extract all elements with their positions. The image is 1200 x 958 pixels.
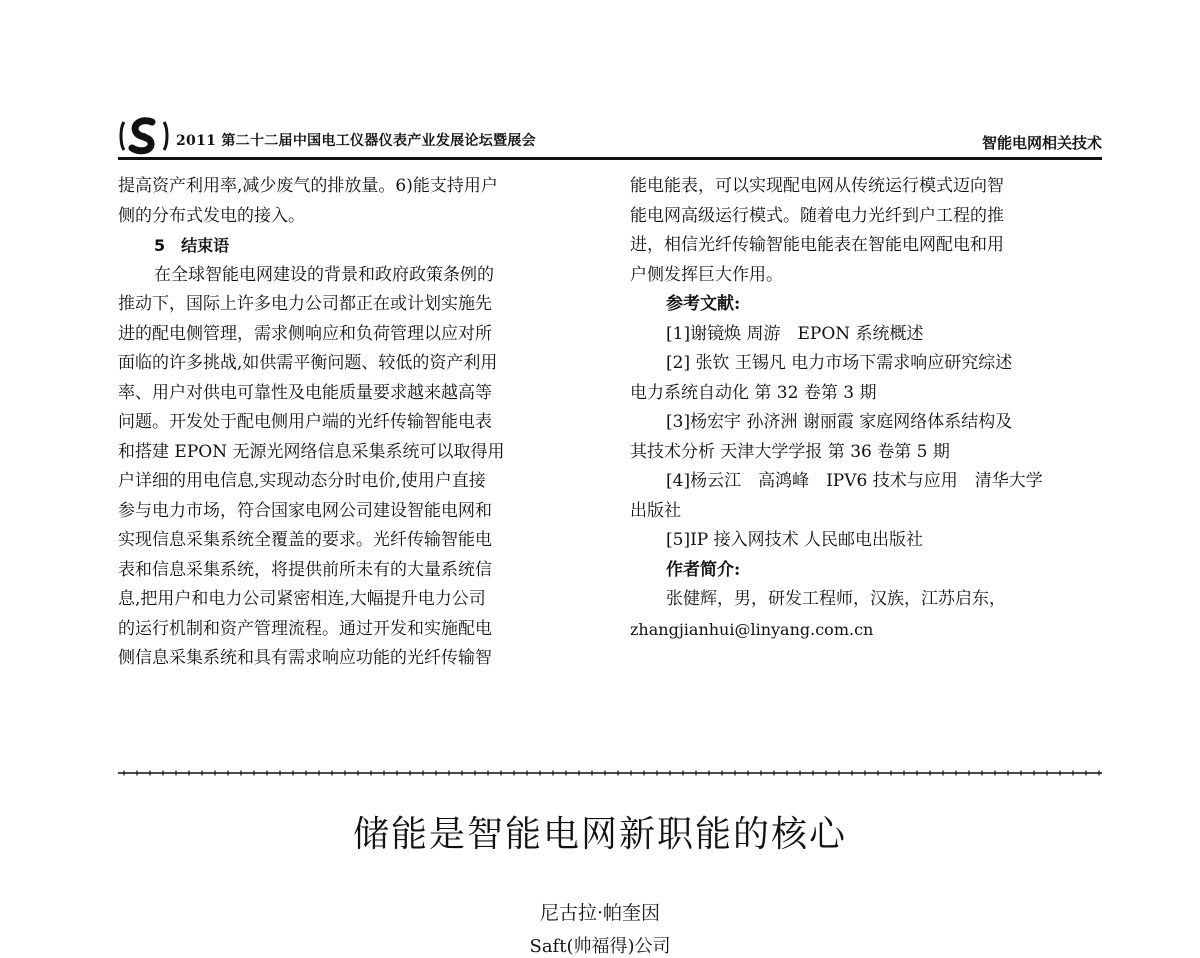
body-line: 侧的分布式发电的接入。	[118, 205, 305, 226]
right-column	[630, 172, 1102, 644]
conference-logo-icon	[118, 114, 170, 158]
reference-item: [2] 张钦 王锡凡 电力市场下需求响应研究综述	[666, 353, 1013, 373]
body-line: 提高资产利用率,减少废气的排放量。6)能支持用户	[118, 176, 498, 196]
article-company: Saft(帅福得)公司	[529, 936, 671, 957]
section-heading: 5 结束语	[154, 236, 230, 255]
reference-item-continued: 其技术分析 天津大学学报 第 36 卷第 5 期	[630, 441, 950, 462]
body-line: 的运行机制和资产管理流程。通过开发和实施配电	[118, 618, 492, 639]
reference-item: [1]谢镜焕 周游 EPON 系统概述	[666, 323, 924, 344]
page-header	[118, 108, 1102, 160]
body-line: 能电网高级运行模式。随着电力光纤到户工程的推	[630, 205, 1004, 226]
body-line: 能电能表，可以实现配电网从传统运行模式迈向智	[630, 176, 1004, 196]
section-divider	[118, 770, 1102, 776]
conference-title: 2011 第二十二届中国电工仪器仪表产业发展论坛暨展会	[176, 133, 536, 149]
left-column	[118, 172, 586, 674]
body-line: 进的配电侧管理，需求侧响应和负荷管理以应对所	[118, 323, 492, 344]
section-title: 智能电网相关技术	[981, 134, 1102, 152]
body-line: 面临的许多挑战,如供需平衡问题、较低的资产利用	[118, 353, 498, 373]
body-line: 实现信息采集系统全覆盖的要求。光纤传输智能电	[118, 530, 492, 550]
body-line: 户详细的用电信息,实现动态分时电价,使用户直接	[118, 471, 486, 491]
reference-item: [5]IP 接入网技术 人民邮电出版社	[666, 530, 924, 550]
header-rule	[118, 157, 1102, 160]
paragraph-start: 在全球智能电网建设的背景和政府政策条例的	[154, 264, 494, 285]
body-line: 推动下，国际上许多电力公司都正在或计划实施先	[118, 294, 492, 314]
reference-item-continued: 出版社	[630, 500, 681, 521]
body-line: 率、用户对供电可靠性及电能质量要求越来越高等	[118, 382, 492, 403]
body-line: 息,把用户和电力公司紧密相连,大幅提升电力公司	[118, 589, 486, 609]
article-title: 储能是智能电网新职能的核心	[352, 814, 847, 855]
body-line: 表和信息采集系统，将提供前所未有的大量系统信	[118, 559, 492, 580]
body-line: 侧信息采集系统和具有需求响应功能的光纤传输智	[118, 648, 492, 668]
article-author: 尼古拉·帕奎因	[539, 902, 661, 924]
author-bio: 张健辉，男，研发工程师，汉族，江苏启东，	[666, 589, 1006, 609]
reference-item: [3]杨宏宇 孙济洲 谢丽霞 家庭网络体系结构及	[666, 412, 1013, 432]
body-line: 问题。开发处于配电侧用户端的光纤传输智能电表	[118, 412, 492, 432]
references-heading: 参考文献:	[666, 294, 741, 314]
body-line: 进，相信光纤传输智能电能表在智能电网配电和用	[630, 235, 1004, 255]
author-email: zhangjianhui@linyang.com.cn	[630, 619, 874, 639]
body-line: 和搭建 EPON 无源光网络信息采集系统可以取得用	[118, 441, 505, 462]
author-bio-heading: 作者简介:	[666, 559, 741, 580]
body-line: 参与电力市场，符合国家电网公司建设智能电网和	[118, 500, 492, 521]
body-line: 户侧发挥巨大作用。	[630, 264, 783, 285]
reference-item-continued: 电力系统自动化 第 32 卷第 3 期	[630, 382, 877, 403]
reference-item: [4]杨云江 高鸿峰 IPV6 技术与应用 清华大学	[666, 471, 1043, 491]
